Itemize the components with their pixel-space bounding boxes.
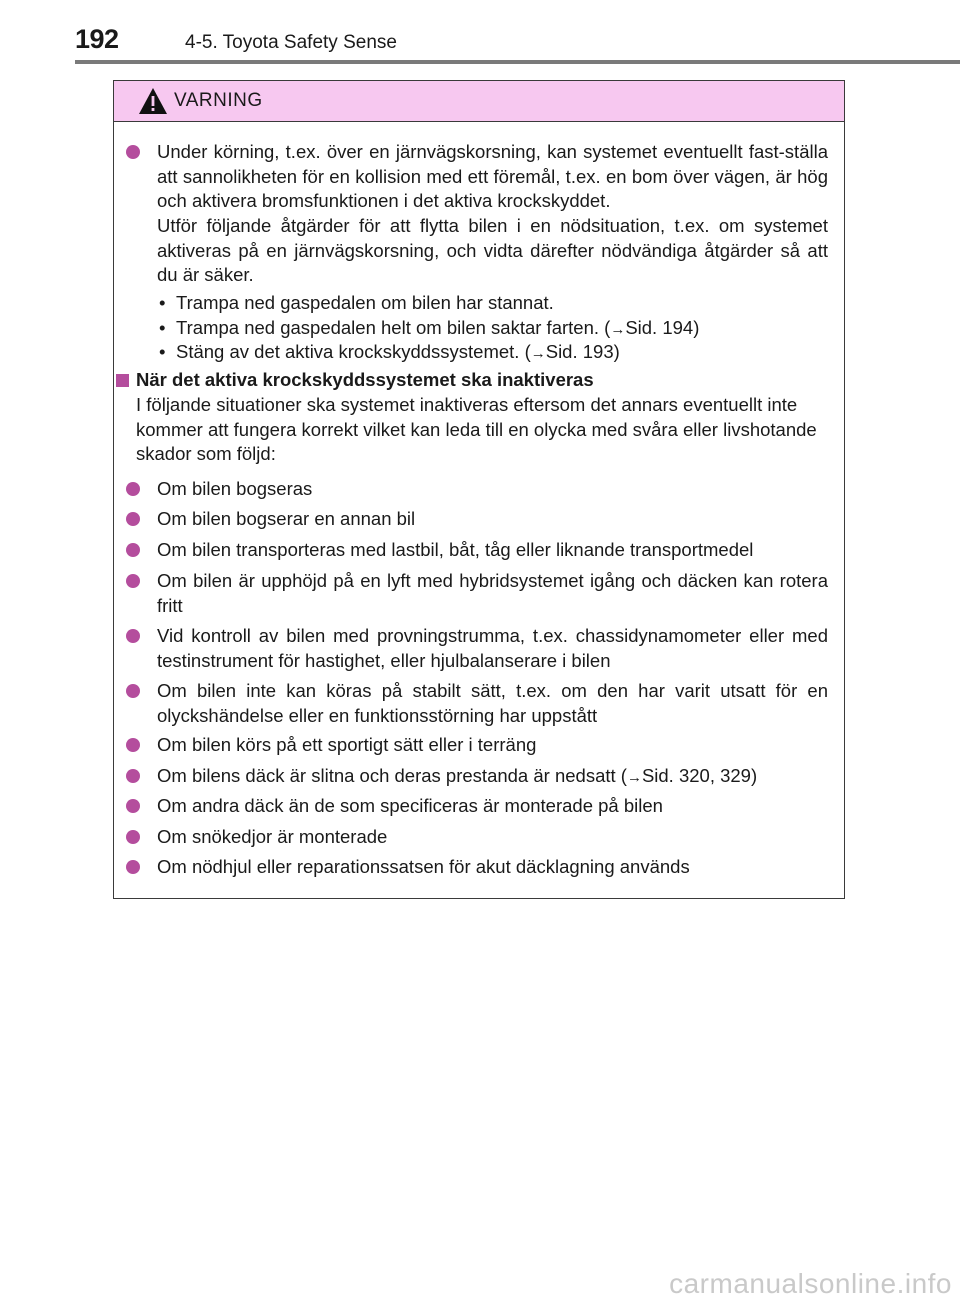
warning-triangle-icon xyxy=(138,87,168,115)
bullet-icon xyxy=(126,482,140,496)
warning-box: VARNING Under körning, t.ex. över en järnvägskorsning, kan systemet eventuellt fast-ställa att sannolikheten för en kollision med ett föremål, t.ex. en bom över vägen, är hög och aktivera bromsfunktionen i det aktiva krockskyddet. Utför följande åtgärder för att flytta bilen i en nödsituation, t.ex. om systemet aktiveras på en järnvägskorsning, och vidta därefter nödvändiga åtgärder så att du är säker. • Trampa ned gaspedalen om bilen har stannat. • Trampa ned gaspedalen helt om bilen saktar farten. (→Sid. 194) • Stäng av det aktiva krockskyddssystemet. (→Sid. 193) När det aktiva krockskyddssystemet ska inaktiveras I följande situationer ska systemet inaktiveras eftersom det annars eventuellt inte kommer att fungera korrekt vilket kan leda till en olycka med svåra eller livshotande skador som följd: Om bilen bogseras Om bilen bogserar en annan bil Om bilen transporteras med lastbil, båt, tåg eller liknande transportmedel Om bilen är upphöjd på en lyft med hybridsystemet igång och däcken kan rotera fritt Vid kontroll av bilen med provningstrumma, t.ex. chassidynamometer eller med testinstrument för hastighet, eller hjulbalanserare i bilen Om bilen inte kan köras på stabilt sätt, t.ex. om den har varit utsatt för en olyckshändelse eller en funktionsstörning har uppstått Om bilen körs på ett sportigt sätt eller i terräng Om bilens däck är slitna och deras prestanda är nedsatt (→Sid. 320, 329) Om andra däck än de som specificeras är monterade på bilen Om snökedjor är monterade Om nödhjul eller reparationssatsen för akut däcklagning används xyxy=(113,80,845,899)
page-ref: Sid. 193) xyxy=(545,341,620,362)
page-header xyxy=(75,22,960,62)
square-bullet-icon xyxy=(116,374,129,387)
bullet-icon xyxy=(126,512,140,526)
intro-cont-text: Utför följande åtgärder för att flytta bilen i en nödsituation, t.ex. om systemet aktiveras på en järnvägskorsning, och vidta därefter nödvändiga åtgärder så att du är säker. xyxy=(157,215,828,285)
arrow-right-icon: → xyxy=(530,345,546,362)
section-title: 4-5. Toyota Safety Sense xyxy=(185,32,397,53)
bullet-icon xyxy=(126,543,140,557)
warning-label: VARNING xyxy=(174,90,263,111)
bullet-icon xyxy=(126,769,140,783)
bullet-icon xyxy=(126,799,140,813)
step-text: Trampa ned gaspedalen helt om bilen saktar farten. ( xyxy=(176,317,611,338)
bullet-icon xyxy=(126,145,140,159)
watermark: carmanualsonline.info xyxy=(669,1268,952,1299)
bullet-icon xyxy=(126,738,140,752)
subsection-intro-text: I följande situationer ska systemet inaktiveras eftersom det annars eventuellt inte kommer att fungera korrekt vilket kan leda till en olycka med svåra eller livshotande skador som följd: xyxy=(136,394,817,464)
intro-text: Under körning, t.ex. över en järnvägskorsning, kan systemet eventuellt fast-ställa att sannolikheten för en kollision med ett föremål, t.ex. en bom över vägen, är hög och aktivera bromsfunktionen i det aktiva krockskyddet. xyxy=(157,141,828,211)
page-ref: Sid. 194) xyxy=(625,317,700,338)
header-rule xyxy=(75,60,960,64)
step-text: Stäng av det aktiva krockskyddssystemet. ( xyxy=(176,341,531,362)
arrow-right-icon: → xyxy=(610,321,626,338)
bullet-icon xyxy=(126,629,140,643)
warning-header xyxy=(114,81,844,122)
bullet-icon xyxy=(126,830,140,844)
bullet-icon xyxy=(126,860,140,874)
bullet-icon xyxy=(126,574,140,588)
subsection-title: När det aktiva krockskyddssystemet ska inaktiveras xyxy=(136,369,594,390)
page-number: 192 xyxy=(75,24,119,54)
step-text: Trampa ned gaspedalen om bilen har stannat. xyxy=(176,292,554,313)
page-ref: Sid. 320, 329) xyxy=(641,765,758,786)
arrow-right-icon: → xyxy=(626,769,642,786)
bullet-icon xyxy=(126,684,140,698)
